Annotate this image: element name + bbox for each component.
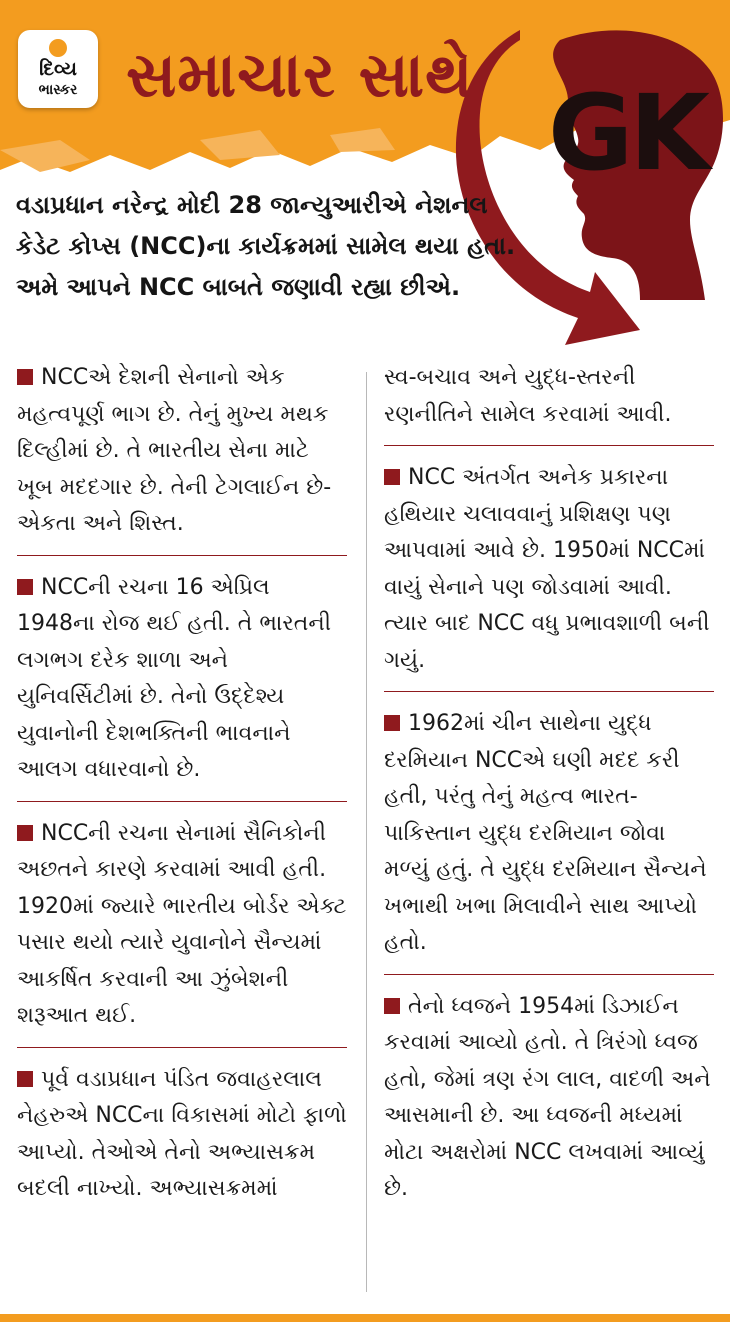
bullet-square-icon <box>17 825 33 841</box>
intro-text: વડાપ્રધાન નરેન્દ્ર મોદી 28 જાન્યુઆરીએ નેશનલ કેડેટ કોપ્સ (NCC)ના કાર્યક્રમમાં સામેલ થયા હતા. અમે આપને NCC બાબતે જણાવી રહ્યા છીએ. <box>16 191 516 301</box>
list-item <box>384 460 714 679</box>
item-text: NCCની રચના સેનામાં સૈનિકોની અછતને કારણે કરવામાં આવી હતી. 1920માં જ્યારે ભારતીય બોર્ડર એક્ટ પસાર થયો ત્યારે યુવાનોને સૈન્યમાં આકર્ષિત કરવાની આ ઝુંબેશની શરૂઆત થઈ. <box>17 820 347 1028</box>
bullet-square-icon <box>384 715 400 731</box>
bullet-square-icon <box>17 579 33 595</box>
item-text: 1962માં ચીન સાથેના યુદ્ધ દરમિયાન NCCએ ઘણી મદદ કરી હતી, પરંતુ તેનું મહત્વ ભારત-પાકિસ્તાન યુદ્ધ દરમિયાન જોવા મળ્યું હતું. તે યુદ્ધ દરમિયાન સૈન્યને ખભાથી ખભા મિલાવીને સાથ આપ્યો હતો. <box>384 711 707 955</box>
list-item-continuation <box>384 360 714 433</box>
gk-badge: GK <box>548 72 706 194</box>
item-text: NCCએ દેશની સેનાનો એક મહત્વપૂર્ણ ભાગ છે. તેનું મુખ્ય મથક દિલ્હીમાં છે. તે ભારતીય સેના માટે ખૂબ મદદગાર છે. તેની ટેગલાઈન છે- એકતા અને શિસ્ત. <box>17 365 332 536</box>
item-separator <box>17 801 347 802</box>
bullet-square-icon <box>17 1071 33 1087</box>
column-divider <box>366 372 367 1292</box>
bullet-square-icon <box>17 369 33 385</box>
item-text: પૂર્વ વડાપ્રધાન પંડિત જવાહરલાલ નેહરુએ NCCના વિકાસમાં મોટો ફાળો આપ્યો. તેઓએ તેનો અભ્યાસક્રમ બદલી નાખ્યો. અભ્યાસક્રમમાં <box>17 1066 347 1201</box>
left-column <box>17 360 347 1208</box>
right-column <box>384 360 714 1208</box>
logo-line1: દિવ્ય <box>39 58 77 80</box>
item-text: NCC અંતર્ગત અનેક પ્રકારના હથિયાર ચલાવવાનું પ્રશિક્ષણ પણ આપવામાં આવે છે. 1950માં NCCમાં વાયું સેનાને પણ જોડવામાં આવી. ત્યાર બાદ NCC વધુ પ્રભાવશાળી બની ગયું. <box>384 465 710 673</box>
item-separator <box>384 974 714 975</box>
sun-icon <box>49 39 67 57</box>
item-separator <box>17 1047 347 1048</box>
bullet-square-icon <box>384 469 400 485</box>
bullet-square-icon <box>384 998 400 1014</box>
list-item <box>17 1062 347 1208</box>
item-separator <box>384 691 714 692</box>
logo-line2: ભાસ્કર <box>38 82 78 98</box>
list-item <box>17 360 347 543</box>
item-text: સ્વ-બચાવ અને યુદ્ધ-સ્તરની રણનીતિને સામેલ કરવામાં આવી. <box>384 365 672 427</box>
list-item <box>17 816 347 1035</box>
divya-bhaskar-logo <box>18 30 98 108</box>
item-separator <box>384 445 714 446</box>
list-item <box>384 989 714 1208</box>
page-title: સમાચાર સાથે <box>126 38 474 111</box>
bottom-orange-bar <box>0 1314 730 1322</box>
item-text: NCCની રચના 16 એપ્રિલ 1948ના રોજ થઈ હતી. તે ભારતની લગભગ દરેક શાળા અને યુનિવર્સિટીમાં છે. તેનો ઉદ્દેશ્ય યુવાનોની દેશભક્તિની ભાવનાને આલગ વધારવાનો છે. <box>17 574 332 782</box>
list-item <box>17 570 347 789</box>
item-separator <box>17 555 347 556</box>
list-item <box>384 706 714 962</box>
header-banner <box>0 0 730 360</box>
item-text: તેનો ધ્વજને 1954માં ડિઝાઈન કરવામાં આવ્યો હતો. તે ત્રિરંગો ધ્વજ હતો, જેમાં ત્રણ રંગ લાલ, વાદળી અને આસમાની છે. આ ધ્વજની મધ્યમાં મોટા અક્ષરોમાં NCC લખવામાં આવ્યું છે. <box>384 993 711 1201</box>
